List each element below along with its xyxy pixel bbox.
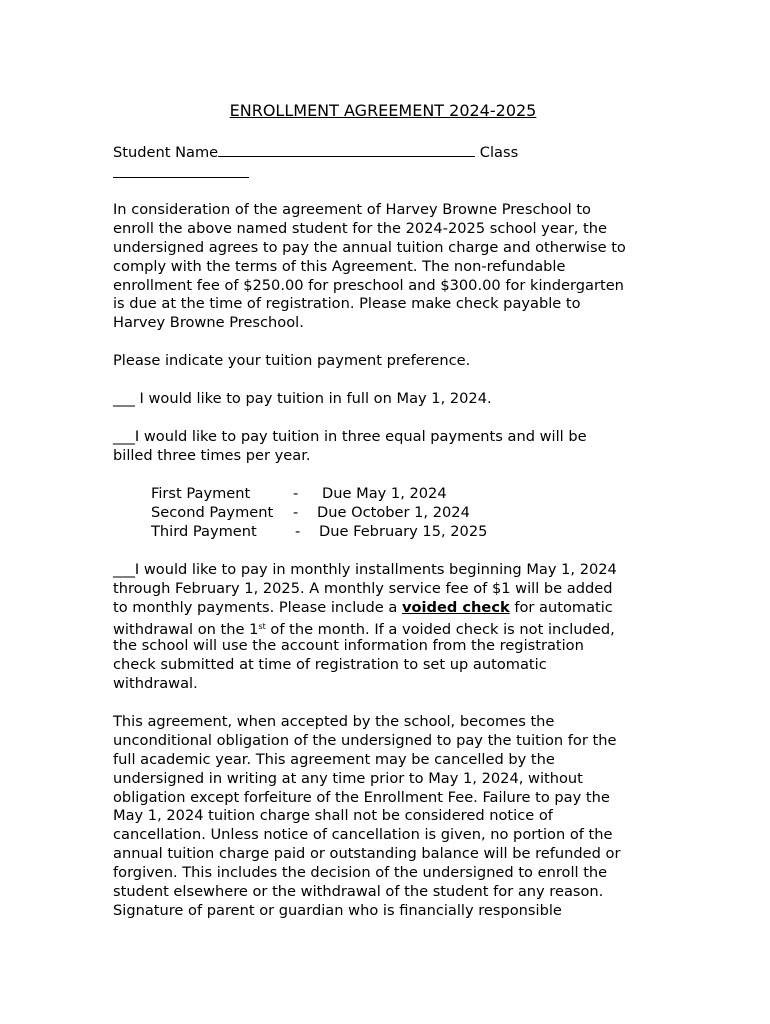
text-line: unconditional obligation of the undersigned to pay the tuition for the (113, 732, 617, 749)
text-line: annual tuition charge paid or outstanding balance will be refunded or (113, 845, 621, 862)
class-row (113, 163, 249, 183)
text-line: obligation except forfeiture of the Enrollment Fee. Failure to pay the (113, 789, 610, 806)
text-line: comply with the terms of this Agreement. The non-refundable (113, 258, 566, 275)
text-line: student elsewhere or the withdrawal of the student for any reason. (113, 883, 604, 900)
page-title: ENROLLMENT AGREEMENT 2024-2025 (229, 101, 537, 120)
text-line: forgiven. This includes the decision of the undersigned to enroll the (113, 864, 608, 881)
text-fragment: withdrawal on the 1 (113, 621, 259, 638)
text-line: check submitted at time of registration to set up automatic (113, 656, 547, 673)
option-three-payments[interactable]: ___I would like to pay tuition in three equal payments and will be (113, 428, 587, 445)
schedule-name: Third Payment (151, 523, 257, 540)
schedule-due: Due February 15, 2025 (319, 523, 488, 540)
text-line: full academic year. This agreement may be cancelled by the (113, 751, 555, 768)
option-pay-in-full[interactable]: ___ I would like to pay tuition in full on May 1, 2024. (113, 390, 492, 407)
text-line: undersigned agrees to pay the annual tuition charge and otherwise to (113, 239, 626, 256)
text-line: cancellation. Unless notice of cancellation is given, no portion of the (113, 826, 613, 843)
ordinal-superscript: st (258, 622, 266, 631)
text-fragment: to monthly payments. Please include a (113, 599, 402, 616)
text-line: undersigned in writing at any time prior to May 1, 2024, without (113, 770, 583, 787)
student-name-label: Student Name (113, 144, 219, 161)
schedule-dash: - (293, 485, 299, 502)
text-line: Harvey Browne Preschool. (113, 314, 304, 331)
text-line: May 1, 2024 tuition charge shall not be considered notice of (113, 807, 553, 824)
option-monthly-installments[interactable]: ___I would like to pay in monthly installments beginning May 1, 2024 (113, 561, 617, 578)
text-fragment: for automatic (509, 599, 613, 616)
student-class-row (113, 142, 518, 162)
schedule-dash: - (293, 504, 299, 521)
text-line: enroll the above named student for the 2024-2025 school year, the (113, 220, 607, 237)
text-line: the school will use the account information from the registration (113, 637, 584, 654)
preference-prompt: Please indicate your tuition payment preference. (113, 352, 471, 369)
text-line: withdrawal. (113, 675, 198, 692)
text-line: billed three times per year. (113, 447, 311, 464)
voided-check-emphasis: voided check (401, 599, 510, 616)
text-line: In consideration of the agreement of Harvey Browne Preschool to (113, 201, 591, 218)
signature-instruction: Signature of parent or guardian who is financially responsible (113, 902, 562, 919)
text-line: This agreement, when accepted by the school, becomes the (113, 713, 555, 730)
schedule-dash: - (295, 523, 301, 540)
text-line (113, 598, 613, 617)
class-label: Class (479, 144, 519, 161)
student-name-blank[interactable] (218, 142, 475, 157)
schedule-due: Due May 1, 2024 (322, 485, 447, 502)
text-fragment: of the month. If a voided check is not included, (265, 621, 615, 638)
schedule-name: First Payment (151, 485, 251, 502)
class-blank[interactable] (113, 163, 249, 178)
text-line: enrollment fee of $250.00 for preschool and $300.00 for kindergarten (113, 277, 624, 294)
text-line: is due at the time of registration. Please make check payable to (113, 295, 581, 312)
schedule-due: Due October 1, 2024 (317, 504, 470, 521)
schedule-name: Second Payment (151, 504, 274, 521)
text-line: through February 1, 2025. A monthly service fee of $1 will be added (113, 580, 613, 597)
